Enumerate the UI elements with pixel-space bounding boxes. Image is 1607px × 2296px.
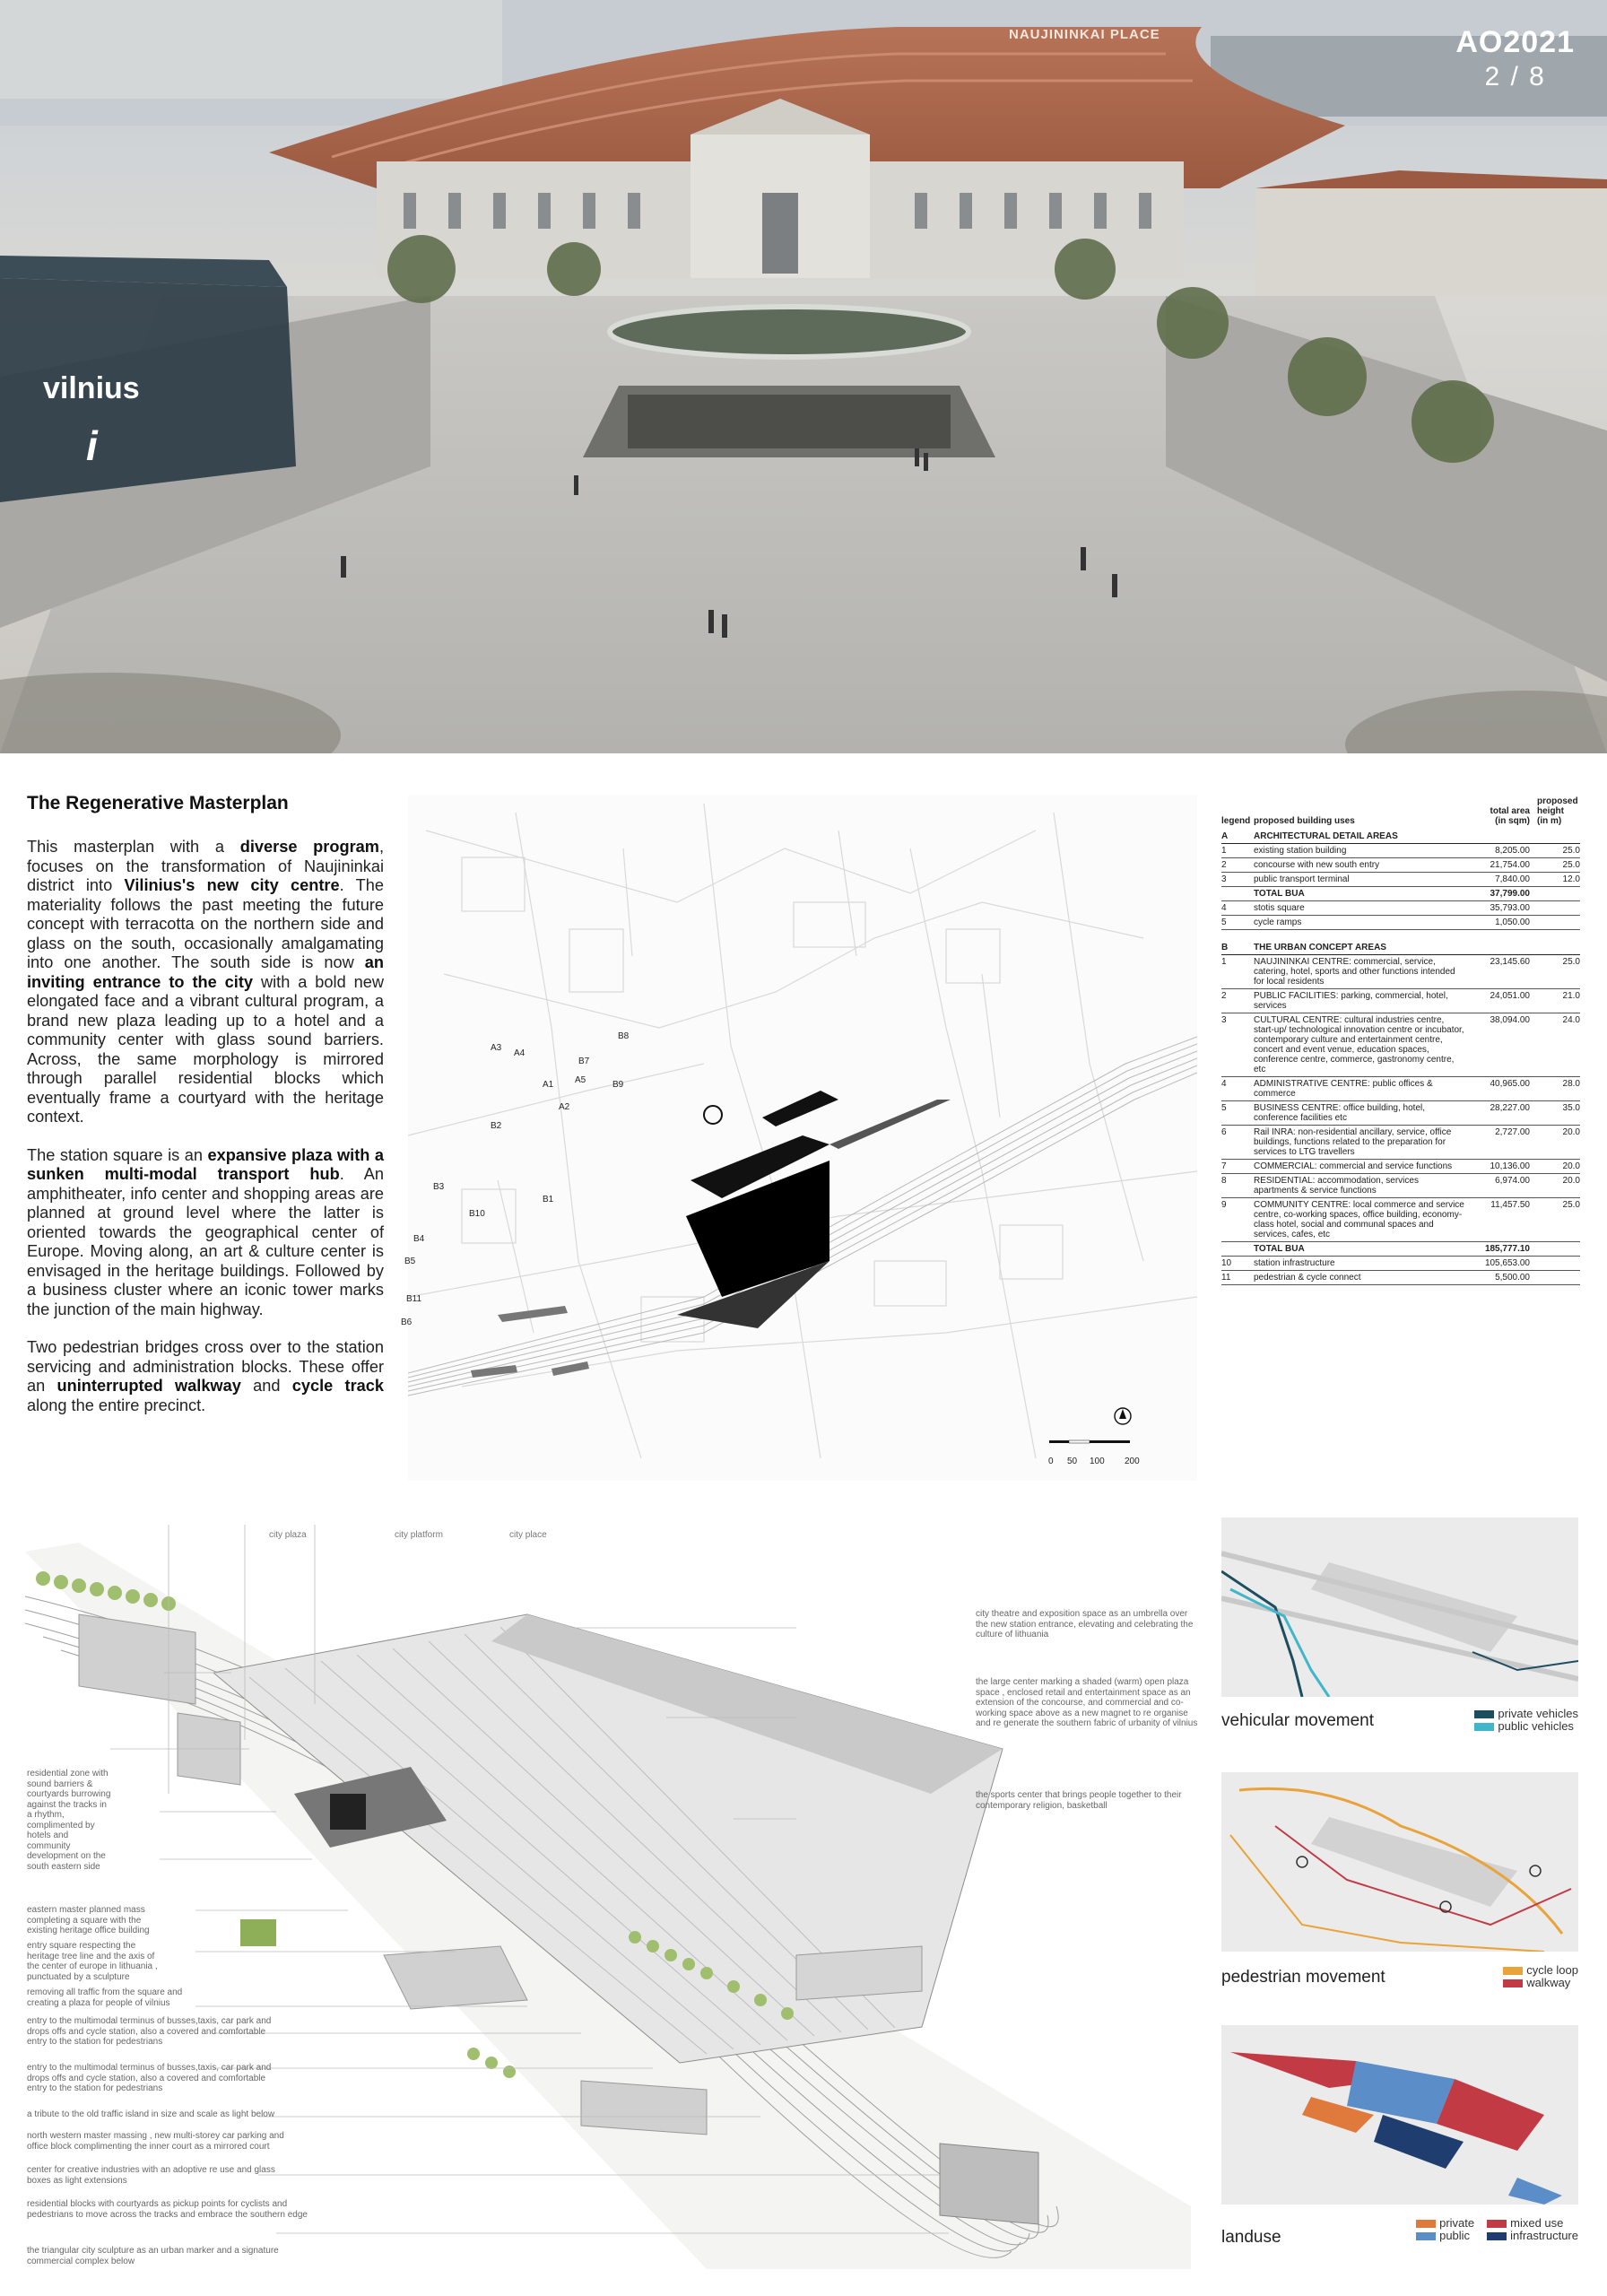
site-map-drawing <box>408 795 1197 1481</box>
area-cell <box>1472 930 1537 941</box>
table-row <box>1221 988 1580 1013</box>
axonometric-drawing <box>25 1525 1218 2269</box>
legend-cell <box>1221 930 1254 941</box>
public-label: public <box>1439 2229 1471 2242</box>
emphasis-text: diverse program <box>239 838 379 856</box>
sheet-number: 2 / 8 <box>1484 62 1546 91</box>
walkway-swatch <box>1503 1979 1523 1987</box>
legend-cell: B <box>1221 941 1254 955</box>
height-cell <box>1537 916 1580 930</box>
legend-cell: 3 <box>1221 873 1254 887</box>
area-cell: 1,050.00 <box>1472 916 1537 930</box>
area-cell: 28,227.00 <box>1472 1100 1537 1125</box>
height-cell: 25.0 <box>1537 1197 1580 1241</box>
use-cell: RESIDENTIAL: accommodation, services apartments & service functions <box>1254 1173 1472 1197</box>
map-label-b3: B3 <box>433 1182 445 1192</box>
emphasis-text: an inviting entrance to the city <box>27 953 384 991</box>
height-cell <box>1537 941 1580 955</box>
area-cell: 10,136.00 <box>1472 1159 1537 1173</box>
annotation-multimodal-entry-1: entry to the multimodal terminus of busses,taxis, car park and drops offs and cycle station, also a covered and comfortable entry to the station for pedestrians <box>27 2016 272 2047</box>
height-cell: 21.0 <box>1537 988 1580 1013</box>
table-row <box>1221 887 1580 901</box>
pedestrian-key <box>1503 1964 1578 1989</box>
col-legend: legend <box>1221 816 1251 826</box>
kiosk-sign-text: vilnius <box>43 371 140 405</box>
height-cell <box>1537 830 1580 844</box>
area-cell <box>1472 941 1537 955</box>
competition-code: AO2021 <box>1455 25 1575 59</box>
height-cell <box>1537 887 1580 901</box>
axo-label-city-place: city place <box>509 1530 547 1540</box>
walkway-label: walkway <box>1526 1976 1571 1989</box>
use-cell: public transport terminal <box>1254 873 1472 887</box>
area-cell: 35,793.00 <box>1472 901 1537 916</box>
pedestrian-diagram <box>1221 1772 1578 2005</box>
use-cell: pedestrian & cycle connect <box>1254 1270 1472 1284</box>
program-table <box>1221 796 1580 1285</box>
use-cell: NAUJININKAI CENTRE: commercial, service, catering, hotel, sports and other functions intended for local residents <box>1254 954 1472 988</box>
emphasis-text: cycle track <box>291 1377 384 1395</box>
legend-cell: 5 <box>1221 1100 1254 1125</box>
axo-label-city-plaza: city plaza <box>269 1530 307 1540</box>
height-cell: 24.0 <box>1537 1013 1580 1076</box>
area-cell: 2,727.00 <box>1472 1125 1537 1159</box>
scale-label-50: 50 <box>1067 1457 1078 1466</box>
legend-cell <box>1221 887 1254 901</box>
body-text: with a bold new elongated face and a vibrant cultural program, a brand new plaza leading up to a hotel and a community center with glass sound barriers. Across, the same morphology is mirrored through parallel residential blocks which eventually frame a courtyard with the heritage context. <box>27 972 384 1126</box>
annotation-entry-square: entry square respecting the heritage tree line and the axis of the center of europe in lithuania , punctuated by a sculpture <box>27 1941 158 1982</box>
use-cell: concourse with new south entry <box>1254 858 1472 873</box>
annotation-theatre: city theatre and exposition space as an umbrella over the new station entrance, elevating and celebrating the culture of lithuania <box>976 1609 1194 1639</box>
use-cell: ARCHITECTURAL DETAIL AREAS <box>1254 830 1472 844</box>
landuse-key <box>1416 2217 1578 2242</box>
table-row <box>1221 941 1580 955</box>
height-cell <box>1537 1241 1580 1256</box>
map-label-a1: A1 <box>543 1080 554 1090</box>
map-label-b2: B2 <box>491 1121 502 1131</box>
axo-label-city-platform: city platform <box>395 1530 443 1540</box>
table-row <box>1221 1197 1580 1241</box>
scale-label-100: 100 <box>1090 1457 1105 1466</box>
body-text: . The materiality follows the past meeting the future concept with terracotta on the northern side and glass on the south, occasionally amalgamating into one another. The south side is now <box>27 876 384 971</box>
col-uses: proposed building uses <box>1254 816 1355 826</box>
height-cell: 12.0 <box>1537 873 1580 887</box>
use-cell: existing station building <box>1254 844 1472 858</box>
map-label-b8: B8 <box>618 1031 630 1041</box>
use-cell: station infrastructure <box>1254 1256 1472 1270</box>
area-cell: 11,457.50 <box>1472 1197 1537 1241</box>
private-vehicles-label: private vehicles <box>1498 1707 1578 1720</box>
table-row <box>1221 1159 1580 1173</box>
legend-cell: 9 <box>1221 1197 1254 1241</box>
sheet-number-badge <box>1455 25 1575 92</box>
legend-cell: 10 <box>1221 1256 1254 1270</box>
legend-cell: 3 <box>1221 1013 1254 1076</box>
paragraph-1 <box>27 838 384 1127</box>
use-cell: COMMUNITY CENTRE: local commerce and service centre, co-working spaces, office building, economy-class hotel, social and communal spaces and services, cafes, etc <box>1254 1197 1472 1241</box>
area-cell <box>1472 830 1537 844</box>
infrastructure-swatch <box>1487 2232 1507 2240</box>
public-vehicles-swatch <box>1474 1723 1494 1731</box>
area-cell: 185,777.10 <box>1472 1241 1537 1256</box>
use-cell: TOTAL BUA <box>1254 887 1472 901</box>
use-cell: TOTAL BUA <box>1254 1241 1472 1256</box>
landuse-map <box>1221 2025 1578 2205</box>
height-cell: 20.0 <box>1537 1125 1580 1159</box>
body-text: , focuses on the transformation of Naujininkai district into <box>27 838 385 894</box>
annotation-center: the large center marking a shaded (warm) open plaza space , enclosed retail and entertainment space as an extension of the concourse, and commercial and co-working space above as a new magnet to re organise and re generate the southern fabric of urbanity of vilnius <box>976 1677 1198 1728</box>
public-swatch <box>1416 2232 1436 2240</box>
map-label-a4: A4 <box>514 1048 526 1058</box>
table-row <box>1221 916 1580 930</box>
table-row <box>1221 1125 1580 1159</box>
map-label-b9: B9 <box>612 1080 624 1090</box>
use-cell <box>1254 930 1472 941</box>
annotation-traffic-removal: removing all traffic from the square and creating a plaza for people of vilnius <box>27 1987 183 2008</box>
table-row <box>1221 930 1580 941</box>
use-cell: BUSINESS CENTRE: office building, hotel, conference facilities etc <box>1254 1100 1472 1125</box>
emphasis-text: expansive plaza with a sunken multi-modal transport hub <box>27 1145 384 1183</box>
infrastructure-label: infrastructure <box>1510 2229 1578 2242</box>
area-cell: 8,205.00 <box>1472 844 1537 858</box>
legend-cell: A <box>1221 830 1254 844</box>
annotation-residential-zone: residential zone with sound barriers & courtyards burrowing against the tracks in a rhythm, complimented by hotels and community development on the south eastern side <box>27 1769 111 1872</box>
scale-label-200: 200 <box>1125 1457 1140 1466</box>
legend-cell: 1 <box>1221 954 1254 988</box>
body-text: Two pedestrian bridges cross over to the station servicing and administration blocks. These offer an <box>27 1338 384 1395</box>
annotation-multimodal-entry-2: entry to the multimodal terminus of busses,taxis, car park and drops offs and cycle station, also a covered and comfortable entry to the station for pedestrians <box>27 2063 272 2093</box>
annotation-city-sculpture: the triangular city sculpture as an urban marker and a signature commercial complex below <box>27 2246 279 2266</box>
map-label-b6: B6 <box>401 1318 413 1327</box>
table-row <box>1221 1256 1580 1270</box>
annotation-north-western: north western master massing , new multi-storey car parking and office block complimenting the inner court as a mirrored court <box>27 2131 284 2152</box>
annotation-sports: the sports center that brings people together to their contemporary religion, basketball <box>976 1790 1182 1811</box>
area-cell: 23,145.60 <box>1472 954 1537 988</box>
masterplan-map <box>401 795 1197 1481</box>
col-height: proposed height (in m) <box>1537 796 1578 826</box>
use-cell: ADMINISTRATIVE CENTRE: public offices & commerce <box>1254 1076 1472 1100</box>
landuse-diagram <box>1221 2025 1578 2267</box>
landuse-title: landuse <box>1221 2228 1281 2247</box>
emphasis-text: uninterrupted walkway <box>56 1377 241 1395</box>
vehicular-map <box>1221 1518 1578 1697</box>
table-body <box>1221 830 1580 1284</box>
pedestrian-title: pedestrian movement <box>1221 1968 1385 1987</box>
private-swatch <box>1416 2220 1436 2228</box>
legend-cell: 5 <box>1221 916 1254 930</box>
legend-cell: 2 <box>1221 858 1254 873</box>
map-label-b10: B10 <box>469 1209 485 1219</box>
use-cell: Rail INRA: non-residential ancillary, service, office buildings, functions related to the preparation for services to LTG travellers <box>1254 1125 1472 1159</box>
legend-cell: 8 <box>1221 1173 1254 1197</box>
table-row <box>1221 858 1580 873</box>
legend-cell: 2 <box>1221 988 1254 1013</box>
body-text: and <box>240 1377 292 1395</box>
height-cell: 20.0 <box>1537 1173 1580 1197</box>
cycle-loop-swatch <box>1503 1967 1523 1975</box>
map-label-b4: B4 <box>413 1234 425 1244</box>
paragraph-3 <box>27 1338 384 1415</box>
height-cell: 25.0 <box>1537 954 1580 988</box>
legend-cell: 7 <box>1221 1159 1254 1173</box>
area-cell: 37,799.00 <box>1472 887 1537 901</box>
area-cell: 5,500.00 <box>1472 1270 1537 1284</box>
info-icon: i <box>86 422 98 469</box>
area-cell: 40,965.00 <box>1472 1076 1537 1100</box>
hero-illustration <box>0 0 1607 753</box>
hero-render <box>0 0 1607 753</box>
area-cell: 105,653.00 <box>1472 1256 1537 1270</box>
area-cell: 24,051.00 <box>1472 988 1537 1013</box>
table-row <box>1221 1241 1580 1256</box>
table-row <box>1221 830 1580 844</box>
use-cell: PUBLIC FACILITIES: parking, commercial, hotel, services <box>1254 988 1472 1013</box>
legend-cell: 11 <box>1221 1270 1254 1284</box>
area-cell: 7,840.00 <box>1472 873 1537 887</box>
legend-cell: 1 <box>1221 844 1254 858</box>
public-vehicles-label: public vehicles <box>1498 1719 1574 1733</box>
table-row <box>1221 1013 1580 1076</box>
height-cell <box>1537 930 1580 941</box>
table-row <box>1221 1173 1580 1197</box>
map-label-a2: A2 <box>559 1102 570 1112</box>
mixed-use-label: mixed use <box>1510 2216 1564 2230</box>
annotation-residential-blocks: residential blocks with courtyards as pickup points for cyclists and pedestrians to move across the tracks and embrace the southern edge <box>27 2199 308 2220</box>
body-text: This masterplan with a <box>27 838 240 856</box>
emphasis-text: Vilinius's new city centre <box>124 876 340 894</box>
private-vehicles-swatch <box>1474 1710 1494 1718</box>
table-row <box>1221 954 1580 988</box>
table-row <box>1221 1100 1580 1125</box>
vehicular-title: vehicular movement <box>1221 1711 1375 1730</box>
legend-cell: 4 <box>1221 901 1254 916</box>
section-title: The Regenerative Masterplan <box>27 793 289 813</box>
map-label-b7: B7 <box>578 1057 590 1066</box>
height-cell: 28.0 <box>1537 1076 1580 1100</box>
annotation-creative-industries: center for creative industries with an adoptive re use and glass boxes as light extensions <box>27 2165 275 2186</box>
table-row <box>1221 901 1580 916</box>
height-cell: 25.0 <box>1537 844 1580 858</box>
use-cell: cycle ramps <box>1254 916 1472 930</box>
masterplan-description <box>27 793 384 1434</box>
col-area: total area (in sqm) <box>1490 806 1530 826</box>
cycle-loop-label: cycle loop <box>1526 1963 1578 1977</box>
body-text: along the entire precinct. <box>27 1396 206 1414</box>
annotation-traffic-island: a tribute to the old traffic island in size and scale as light below <box>27 2109 275 2119</box>
pedestrian-map <box>1221 1772 1578 1952</box>
height-cell <box>1537 901 1580 916</box>
use-cell: COMMERCIAL: commercial and service functions <box>1254 1159 1472 1173</box>
roof-sign-label: NAUJININKAI PLACE <box>1009 27 1160 42</box>
legend-cell <box>1221 1241 1254 1256</box>
scale-label-0: 0 <box>1048 1457 1054 1466</box>
map-label-b1: B1 <box>543 1195 554 1205</box>
height-cell: 35.0 <box>1537 1100 1580 1125</box>
height-cell <box>1537 1270 1580 1284</box>
legend-cell: 6 <box>1221 1125 1254 1159</box>
vehicular-diagram <box>1221 1518 1578 1751</box>
height-cell <box>1537 1256 1580 1270</box>
height-cell: 25.0 <box>1537 858 1580 873</box>
height-cell: 20.0 <box>1537 1159 1580 1173</box>
table-row <box>1221 873 1580 887</box>
private-label: private <box>1439 2216 1475 2230</box>
map-label-b5: B5 <box>404 1257 416 1266</box>
area-cell: 21,754.00 <box>1472 858 1537 873</box>
paragraph-2 <box>27 1146 384 1320</box>
body-text: . An amphitheater, info center and shopping areas are planned at ground level where the latter is oriented towards the geographical center of Europe. Moving along, an art & culture center is envisaged in the heritage buildings. Followed by a business cluster where an iconic tower marks the junction of the main highway. <box>27 1165 384 1318</box>
table-row <box>1221 1076 1580 1100</box>
map-label-a3: A3 <box>491 1043 502 1053</box>
table-row <box>1221 1270 1580 1284</box>
vehicular-key <box>1474 1708 1578 1733</box>
table-row <box>1221 844 1580 858</box>
use-cell: CULTURAL CENTRE: cultural industries centre, start-up/ technological innovation centre or incubator, contemporary culture and entertainment centre, concert and event venue, education spaces, conference centre, commerce, gastronomy centre, etc <box>1254 1013 1472 1076</box>
use-cell: stotis square <box>1254 901 1472 916</box>
map-label-b11: B11 <box>406 1294 422 1304</box>
use-cell: THE URBAN CONCEPT AREAS <box>1254 941 1472 955</box>
legend-cell: 4 <box>1221 1076 1254 1100</box>
map-label-a5: A5 <box>575 1075 586 1085</box>
annotation-eastern-mass: eastern master planned mass completing a square with the existing heritage office building <box>27 1905 150 1935</box>
body-text: The station square is an <box>27 1145 208 1164</box>
mixed-use-swatch <box>1487 2220 1507 2228</box>
area-cell: 6,974.00 <box>1472 1173 1537 1197</box>
area-cell: 38,094.00 <box>1472 1013 1537 1076</box>
